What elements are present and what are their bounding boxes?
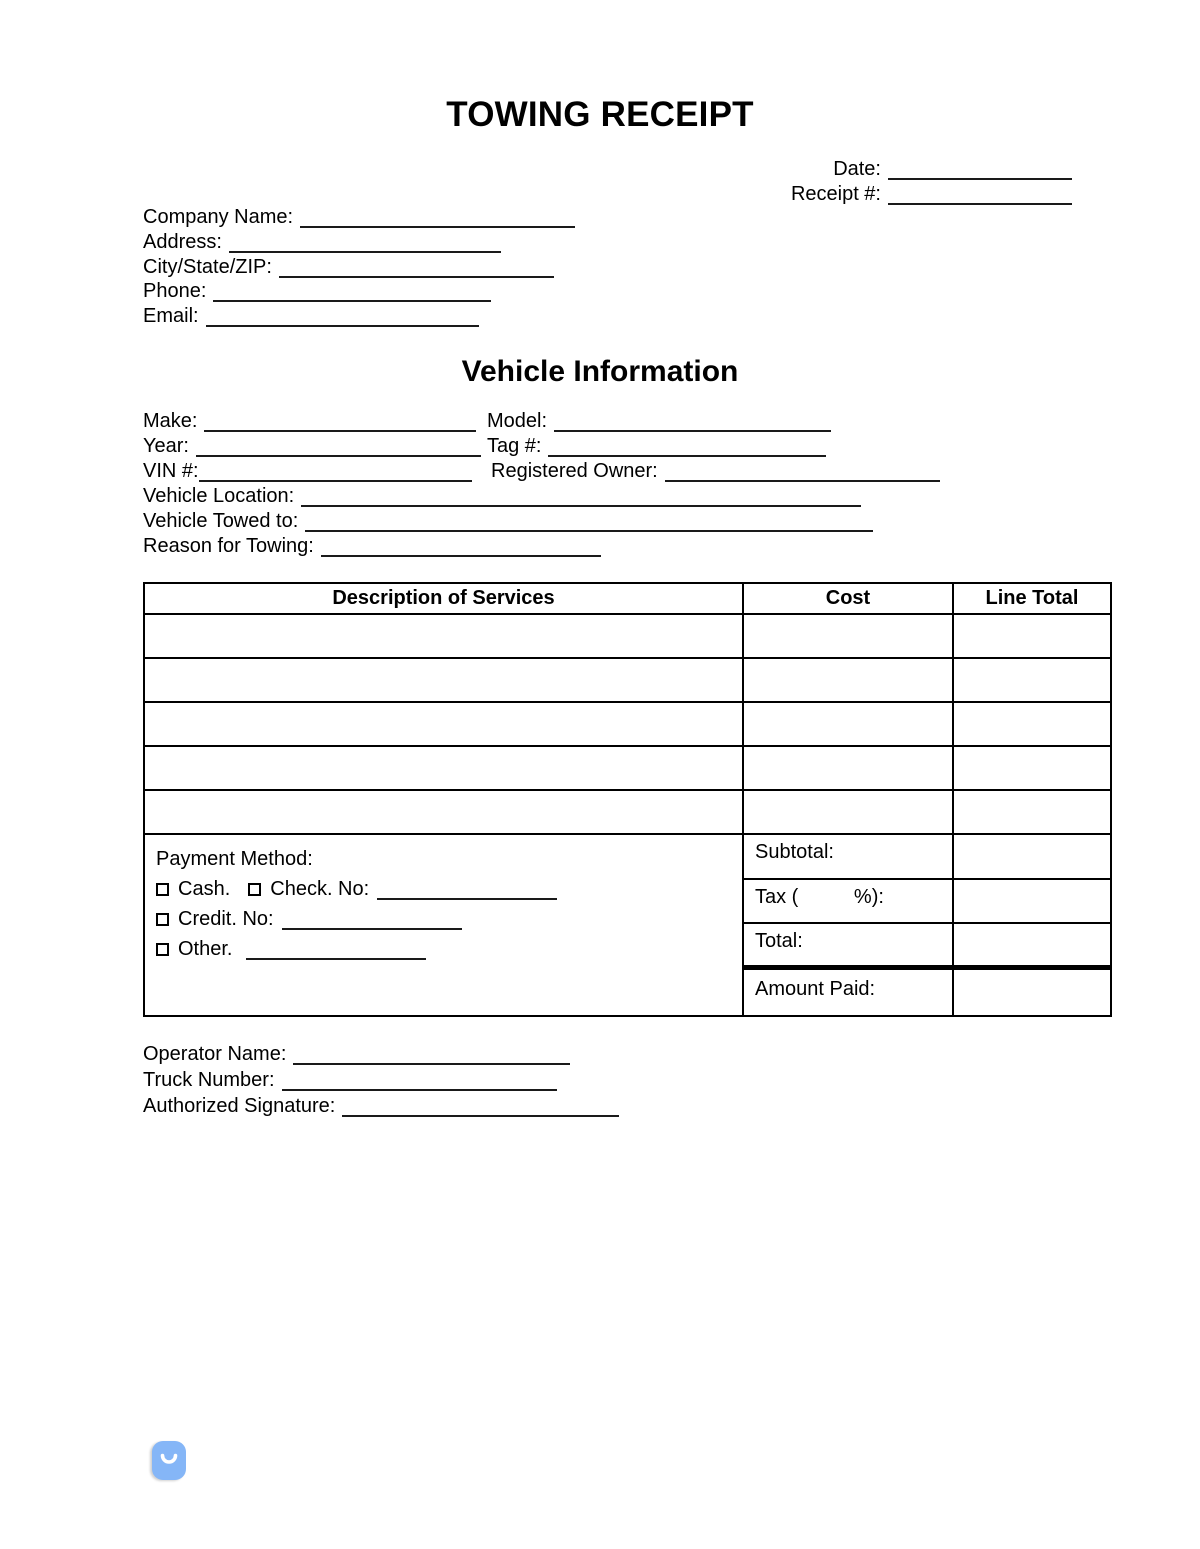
vin-blank-line — [199, 462, 472, 482]
vehicle-location-blank-line — [301, 487, 861, 507]
service-row — [144, 790, 1111, 834]
receipt-number-field — [791, 182, 1072, 207]
other-blank-line — [246, 940, 426, 960]
model-field — [487, 409, 831, 434]
check-checkbox — [248, 883, 261, 896]
description-of-services-header: Description of Services — [144, 583, 743, 614]
registered-owner-blank-line — [665, 462, 940, 482]
amount-paid-value-cell — [953, 967, 1111, 1016]
vehicle-towed-to-field — [143, 509, 873, 534]
subtotal-value-cell — [953, 834, 1111, 879]
operator-name-field — [143, 1042, 619, 1068]
email-label: Email: — [143, 305, 199, 328]
vehicle-information-heading: Vehicle Information — [461, 355, 739, 388]
vehicle-info-block — [143, 409, 873, 559]
authorized-signature-label: Authorized Signature: — [143, 1095, 336, 1117]
chat-widget-button[interactable] — [152, 1441, 186, 1480]
service-description-cell — [144, 614, 743, 658]
address-blank-line — [229, 233, 501, 253]
credit-label: Credit. No: — [178, 908, 274, 930]
vehicle-location-label: Vehicle Location: — [143, 485, 295, 507]
subtotal-row — [144, 834, 1111, 879]
authorized-signature-field — [143, 1094, 619, 1120]
service-row — [144, 658, 1111, 702]
check-label: Check. No: — [270, 878, 370, 900]
address-field — [143, 230, 575, 255]
tag-blank-line — [548, 437, 826, 457]
model-label: Model: — [487, 410, 548, 432]
city-state-zip-field — [143, 255, 575, 280]
receipt-number-label: Receipt #: — [790, 183, 881, 205]
make-label: Make: — [143, 410, 198, 432]
services-table-header-row — [144, 583, 1111, 614]
authorized-signature-blank-line — [342, 1097, 619, 1117]
phone-field — [143, 279, 575, 304]
operator-name-label: Operator Name: — [143, 1043, 287, 1065]
receipt-number-blank-line — [888, 185, 1072, 205]
model-blank-line — [554, 412, 831, 432]
truck-number-field — [143, 1068, 619, 1094]
service-cost-cell — [743, 790, 953, 834]
tag-field — [487, 434, 826, 459]
tax-label: Tax ( %): — [743, 879, 953, 923]
email-field — [143, 304, 575, 329]
other-checkbox — [156, 943, 169, 956]
cash-checkbox — [156, 883, 169, 896]
check-number-blank-line — [377, 880, 557, 900]
service-line-total-cell — [953, 658, 1111, 702]
reason-for-towing-label: Reason for Towing: — [143, 535, 314, 557]
company-name-field — [143, 205, 575, 230]
vin-owner-row — [143, 459, 873, 484]
truck-number-blank-line — [282, 1071, 557, 1091]
date-label: Date: — [833, 158, 881, 180]
phone-blank-line — [213, 282, 491, 302]
date-blank-line — [888, 160, 1072, 180]
vehicle-location-field — [143, 484, 873, 509]
credit-row — [156, 904, 732, 934]
total-label: Total: — [743, 923, 953, 967]
service-cost-cell — [743, 614, 953, 658]
other-label: Other. — [178, 938, 233, 960]
city-state-zip-blank-line — [279, 258, 554, 278]
total-value-cell — [953, 923, 1111, 967]
address-label: Address: — [143, 230, 222, 253]
company-info-block — [143, 205, 575, 329]
year-label: Year: — [143, 435, 189, 457]
amount-paid-label: Amount Paid: — [743, 967, 953, 1016]
payment-method-heading: Payment Method: — [156, 848, 313, 870]
vin-label: VIN #: — [143, 460, 199, 482]
registered-owner-field — [491, 459, 940, 484]
phone-label: Phone: — [143, 280, 207, 303]
cash-check-row — [156, 874, 732, 904]
year-blank-line — [196, 437, 481, 457]
credit-checkbox — [156, 913, 169, 926]
service-line-total-cell — [953, 702, 1111, 746]
service-row — [144, 702, 1111, 746]
reason-for-towing-blank-line — [321, 537, 601, 557]
truck-number-label: Truck Number: — [143, 1069, 275, 1091]
company-name-blank-line — [300, 208, 575, 228]
year-tag-row — [143, 434, 873, 459]
service-description-cell — [144, 790, 743, 834]
tag-label: Tag #: — [487, 435, 542, 457]
meta-block — [791, 157, 1072, 207]
subtotal-label: Subtotal: — [743, 834, 953, 879]
service-description-cell — [144, 658, 743, 702]
make-model-row — [143, 409, 873, 434]
service-line-total-cell — [953, 790, 1111, 834]
service-line-total-cell — [953, 614, 1111, 658]
tax-value-cell — [953, 879, 1111, 923]
vehicle-towed-to-blank-line — [305, 512, 873, 532]
service-description-cell — [144, 702, 743, 746]
date-field — [791, 157, 1072, 182]
credit-number-blank-line — [282, 910, 462, 930]
service-row — [144, 746, 1111, 790]
service-cost-cell — [743, 658, 953, 702]
operator-name-blank-line — [293, 1045, 570, 1065]
page-title: TOWING RECEIPT — [446, 95, 754, 134]
vehicle-towed-to-label: Vehicle Towed to: — [143, 510, 299, 532]
reason-for-towing-field — [143, 534, 873, 559]
make-blank-line — [204, 412, 476, 432]
service-description-cell — [144, 746, 743, 790]
cash-label: Cash. — [178, 878, 231, 900]
other-row — [156, 934, 732, 964]
payment-method-cell — [144, 834, 743, 1016]
service-cost-cell — [743, 702, 953, 746]
company-name-label: Company Name: — [143, 206, 294, 228]
cost-header: Cost — [743, 583, 953, 614]
operator-block — [143, 1042, 619, 1120]
services-table — [143, 582, 1112, 1017]
service-line-total-cell — [953, 746, 1111, 790]
service-cost-cell — [743, 746, 953, 790]
email-blank-line — [206, 307, 479, 327]
city-state-zip-label: City/State/ZIP: — [143, 255, 272, 278]
service-row — [144, 614, 1111, 658]
line-total-header: Line Total — [953, 583, 1111, 614]
registered-owner-label: Registered Owner: — [491, 460, 658, 482]
